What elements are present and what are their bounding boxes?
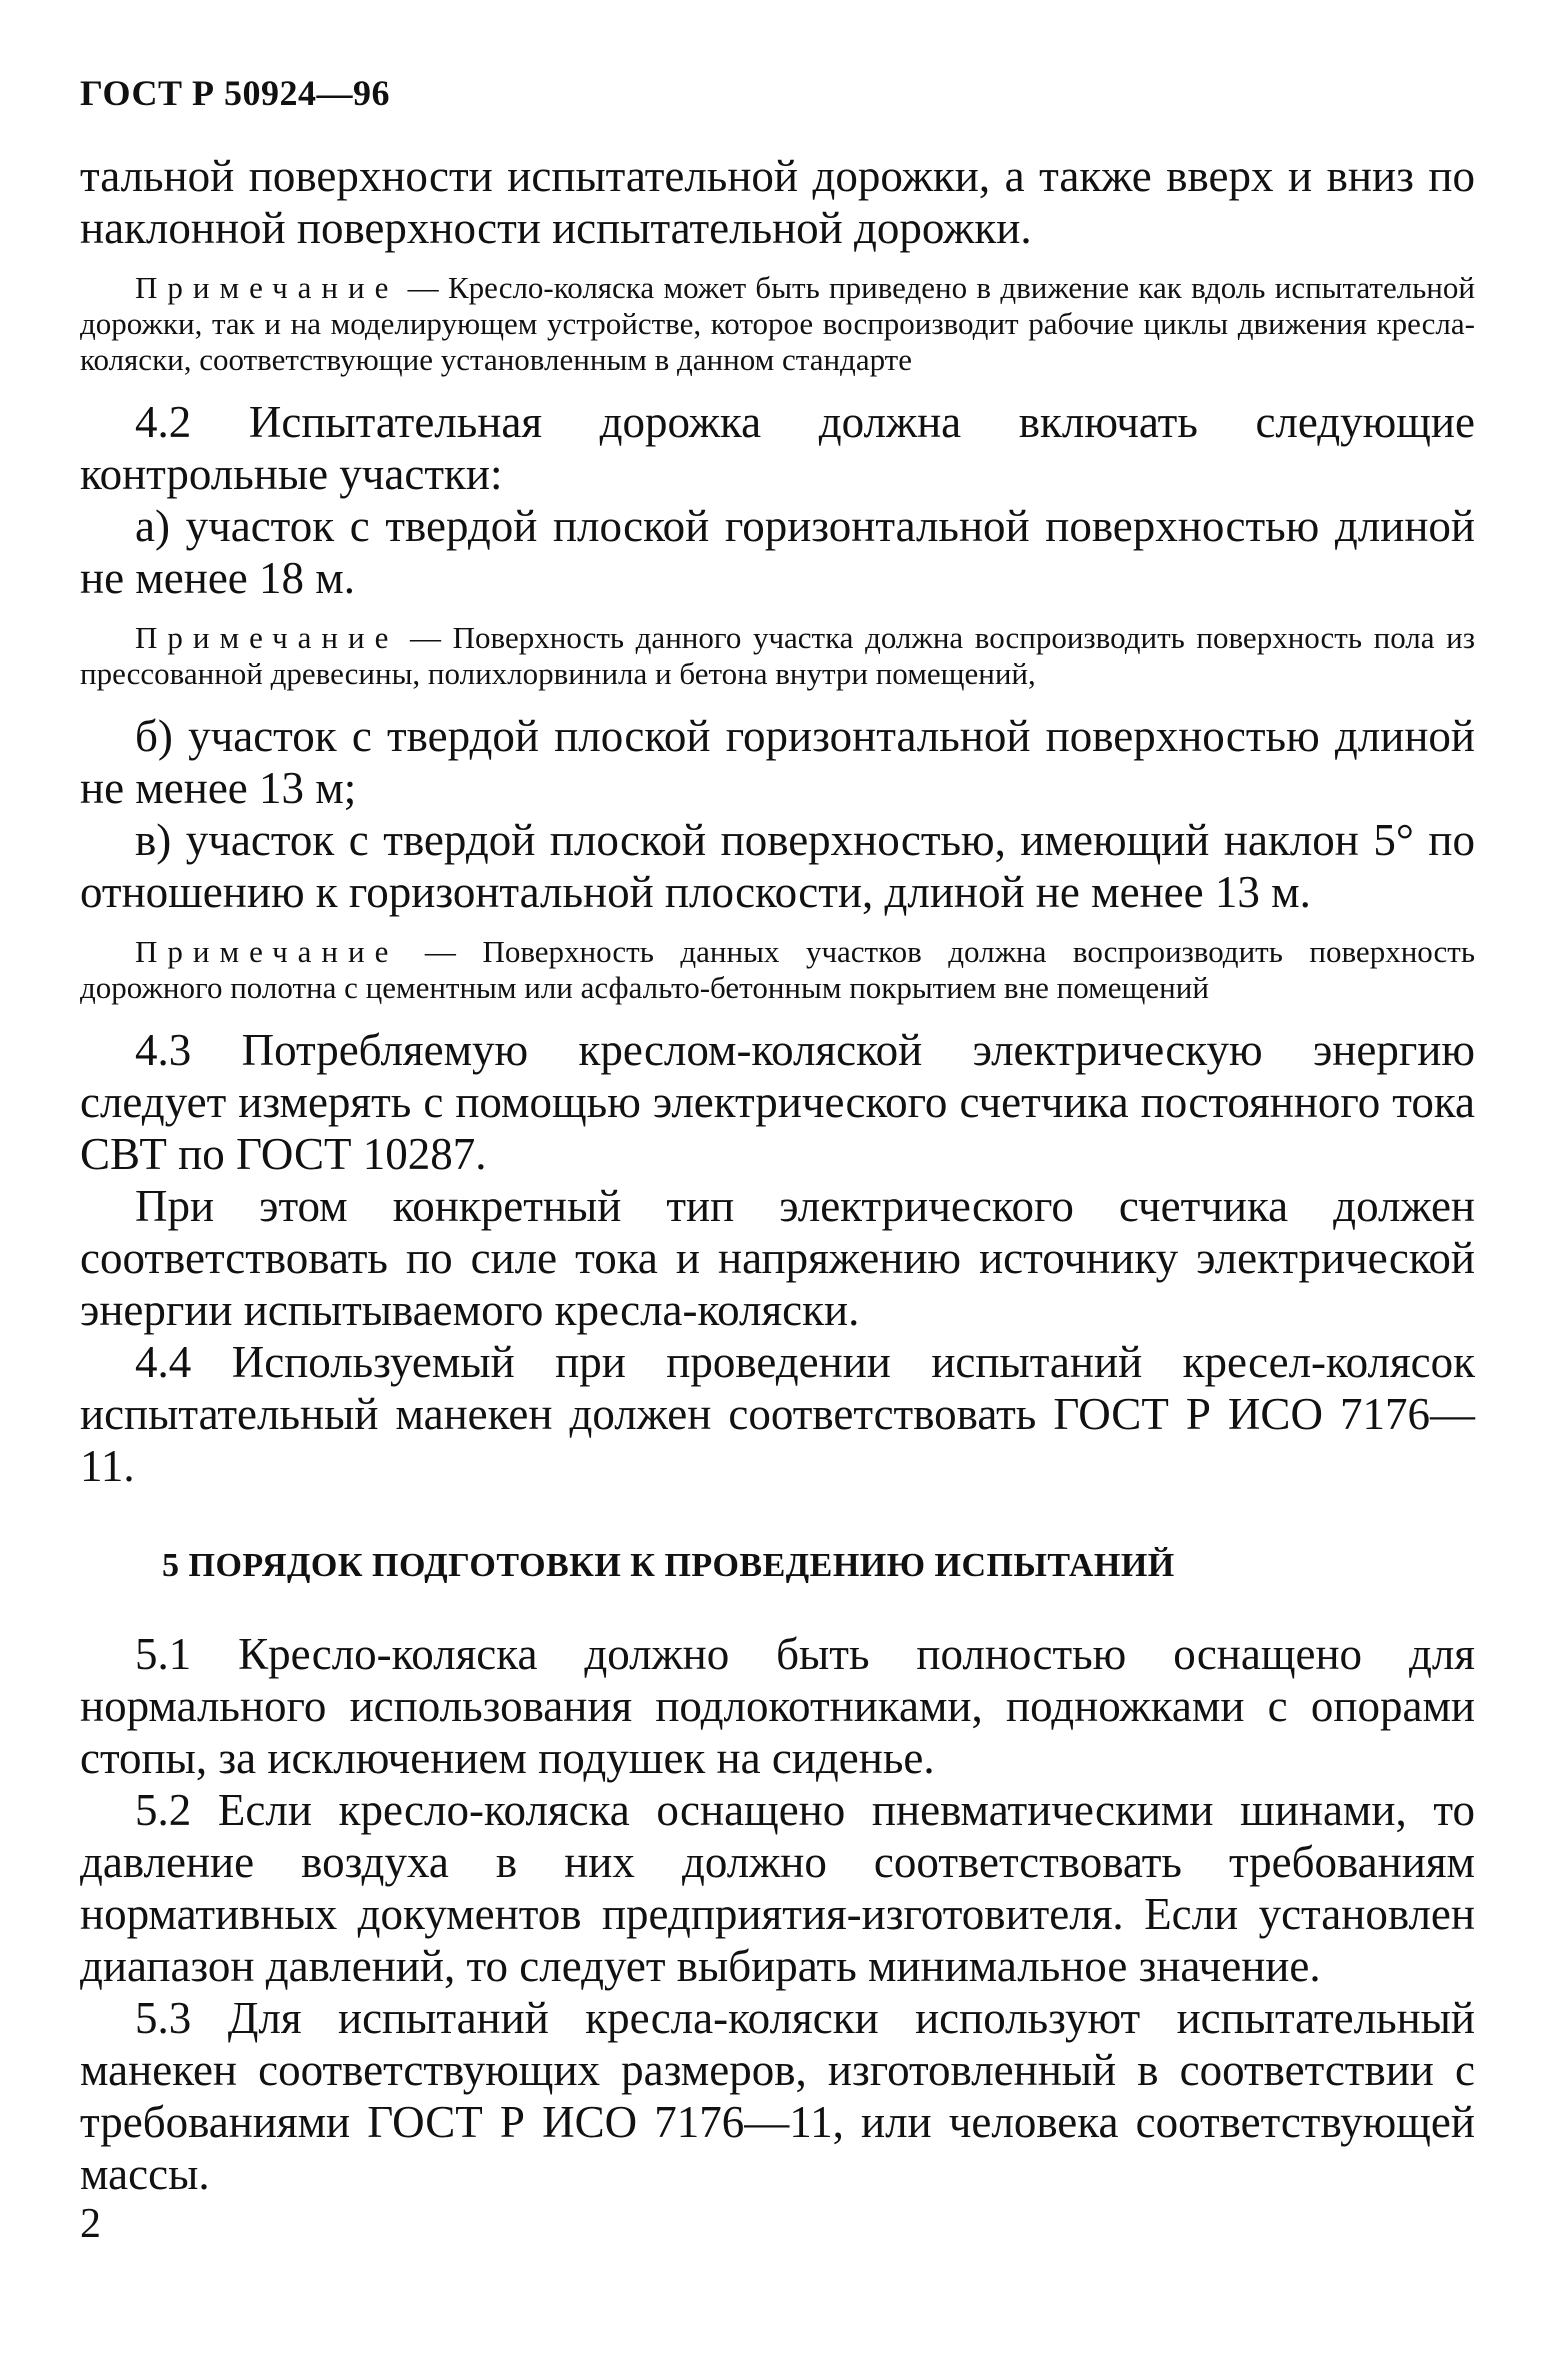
- paragraph-4-3: 4.3 Потребляемую креслом-коляской электрическую энергию следует измерять с помощью электрического счетчика постоянного тока СВТ по ГОСТ 10287.: [80, 1025, 1475, 1179]
- document-header: ГОСТ Р 50924—96: [80, 73, 390, 113]
- note-3: [80, 934, 1475, 1006]
- note-text: — Кресло-коляска может быть приведено в движение как вдоль испытательной дорожки, так и на моделирующем устройстве, которое воспроизводит рабочие циклы движения кресла-коляски, соответствующие установленным в данном стандарте: [80, 270, 1475, 377]
- note-text: — Поверхность данного участка должна воспроизводить поверхность пола из прессованной древесины, полихлорвинила и бетона внутри помещений,: [80, 620, 1475, 691]
- note-1: [80, 270, 1475, 378]
- paragraph-5-1: 5.1 Кресло-коляска должно быть полностью оснащено для нормального использования подлокотниками, подножками с опорами стопы, за исключением подушек на сиденье.: [80, 1629, 1475, 1783]
- note-text: — Поверхность данных участков должна воспроизводить поверхность дорожного полотна с цементным или асфальто-бетонным покрытием вне помещений: [80, 934, 1475, 1005]
- page-number: 2: [80, 2201, 101, 2247]
- note-label: Примечание: [135, 934, 399, 969]
- note-2: [80, 620, 1475, 692]
- paragraph-4-4: 4.4 Используемый при проведении испытаний кресел-колясок испытательный манекен должен соответствовать ГОСТ Р ИСО 7176—11.: [80, 1337, 1475, 1491]
- section-5-title: 5 ПОРЯДОК ПОДГОТОВКИ К ПРОВЕДЕНИЮ ИСПЫТАНИЙ: [162, 1547, 1175, 1584]
- note-label: Примечание: [135, 270, 399, 305]
- paragraph-5-2: 5.2 Если кресло-коляска оснащено пневматическими шинами, то давление воздуха в них должно соответствовать требованиям нормативных документов предприятия-изготовителя. Если установлен диапазон давлений, то следует выбирать минимальное значение.: [80, 1785, 1475, 1991]
- document-body: [80, 150, 1475, 2200]
- list-item-b: б) участок с твердой плоской горизонтальной поверхностью длиной не менее 13 м;: [80, 711, 1475, 813]
- paragraph-continuation: тальной поверхности испытательной дорожки, а также вверх и вниз по наклонной поверхности испытательной дорожки.: [80, 151, 1475, 253]
- note-label: Примечание: [135, 620, 399, 655]
- paragraph-4-2: 4.2 Испытательная дорожка должна включать следующие контрольные участки:: [80, 397, 1475, 499]
- paragraph-4-3-continuation: При этом конкретный тип электрического счетчика должен соответствовать по силе тока и напряжению источнику электрической энергии испытываемого кресла-коляски.: [80, 1181, 1475, 1335]
- paragraph-5-3: 5.3 Для испытаний кресла-коляски используют испытательный манекен соответствующих размеров, изготовленный в соответствии с требованиями ГОСТ Р ИСО 7176—11, или человека соответствующей массы.: [80, 1993, 1475, 2199]
- list-item-v: в) участок с твердой плоской поверхностью, имеющий наклон 5° по отношению к горизонтальной плоскости, длиной не менее 13 м.: [80, 815, 1475, 917]
- list-item-a: а) участок с твердой плоской горизонтальной поверхностью длиной не менее 18 м.: [80, 501, 1475, 603]
